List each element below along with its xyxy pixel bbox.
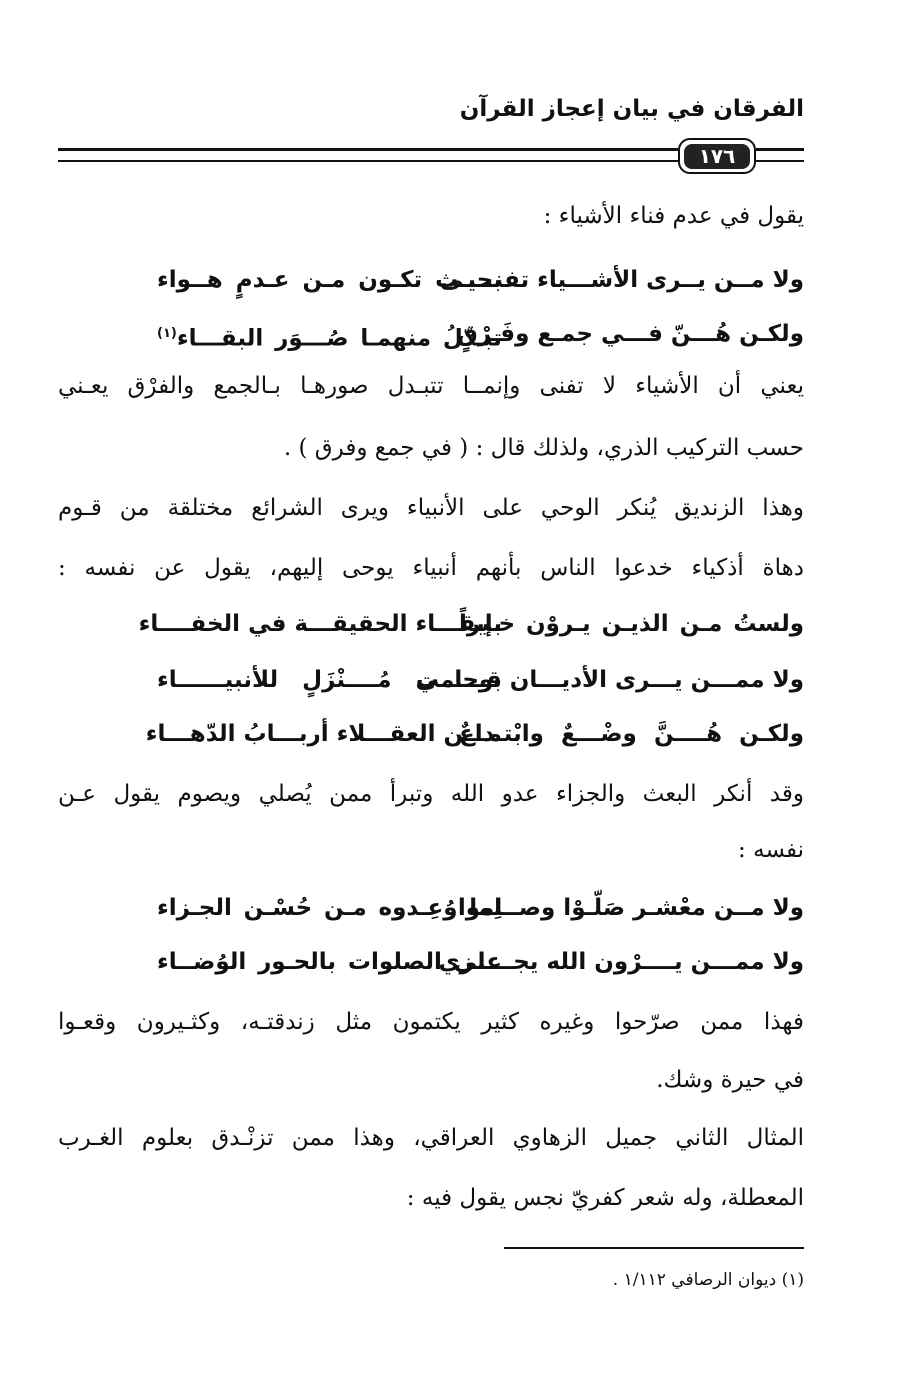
verse-first-hemistich: ولا مــن يــرى الأشـــياء تفنــــى <box>439 267 804 293</box>
running-header-title: الفرقان في بيان إعجاز القرآن <box>459 96 804 122</box>
body-line: يعني أن الأشياء لا تفنى وإنمــا تتبـدل صورهـا بـالجمع والفرْق يعـني <box>58 373 804 399</box>
header-rule-right-bottom <box>756 160 804 162</box>
body-line: حسب التركيب الذري، ولذلك قال : ( في جمع وفرق ) . <box>283 435 804 461</box>
verse-first-hemistich: ولا ممـــن يــــرْون الله يجـــــزي <box>438 949 804 975</box>
body-line: دهاة أذكياء خدعوا الناس بأنهم أنبياء يوحى إليهم، يقول عن نفسه : <box>58 555 804 581</box>
verse-second-hemistich: بوحـــي مُــــنْزَلٍ للأنبيــــــاء <box>157 667 502 693</box>
body-line: المثال الثاني جميل الزهاوي العراقي، وهذا ممن تزنْـدق بعلوم الغـرب <box>58 1125 804 1151</box>
verse-second-hemistich: مـــن العقـــلاء أربـــابُ الدّهـــاء <box>145 721 502 747</box>
body-line: يقول في عدم فناء الأشياء : <box>543 203 804 229</box>
verse-second-hemistich: على الصلوات بالحـور الوُضــاء <box>157 949 502 975</box>
footnote-marker: (١) <box>157 326 177 341</box>
footnote-divider <box>504 1247 804 1249</box>
body-line: المعطلة، وله شعر كفريّ نجس يقول فيه : <box>406 1185 804 1211</box>
header-rule-right-top <box>756 148 804 151</box>
verse-second-hemistich: بإبقـــاء الحقيقـــة في الخفــــاء <box>138 611 502 637</box>
body-line: في حيرة وشك. <box>656 1067 804 1093</box>
verse-second-hemistich: لِما وُعِـدوه مـن حُسْـن الجـزاء <box>157 895 502 921</box>
verse-text: تبـدّلُ منهمـا صُـــوَر البقـــاء <box>176 325 502 352</box>
footnote: (١) ديوان الرصافي ١/١١٢ . <box>612 1270 804 1290</box>
header-rule-left-bottom <box>58 160 678 162</box>
body-line: فهذا ممن صرّحوا وغيره كثير يكتمون مثل زندقتـه، وكثـيرون وقعـوا <box>58 1009 804 1035</box>
verse-first-hemistich: ولكـن هُـــنّ فـــي جمـع وفَـرْقٍ <box>457 321 804 347</box>
page-number-badge <box>678 138 756 174</box>
page-number: ١٧٦ <box>684 144 750 169</box>
body-line: وهذا الزنديق يُنكر الوحي على الأنبياء ويرى الشرائع مختلقة من قـوم <box>58 495 804 521</box>
verse-second-hemistich: بحيـث تكـون مـن عـدمٍ هــواء <box>157 267 502 293</box>
verse-second-hemistich <box>157 314 502 359</box>
body-line: نفسه : <box>738 837 804 863</box>
body-line: وقد أنكر البعث والجزاء عدو الله وتبرأ ممن يُصلي ويصوم يقول عـن <box>58 781 804 807</box>
header-rule-left-top <box>58 148 678 151</box>
verse-first-hemistich: ولا مــن معْشـر صَلّـوْا وصــاموا <box>457 895 804 921</box>
verse-first-hemistich: ولستُ مـن الذيـن يـروْن خـيراً <box>459 611 804 637</box>
verse-first-hemistich: ولا ممـــن يـــرى الأديـــان قـــامت <box>415 667 804 693</box>
verse-first-hemistich: ولكـن هُــــنَّ وضْـــعٌ وابْتـداعٌ <box>459 721 804 747</box>
